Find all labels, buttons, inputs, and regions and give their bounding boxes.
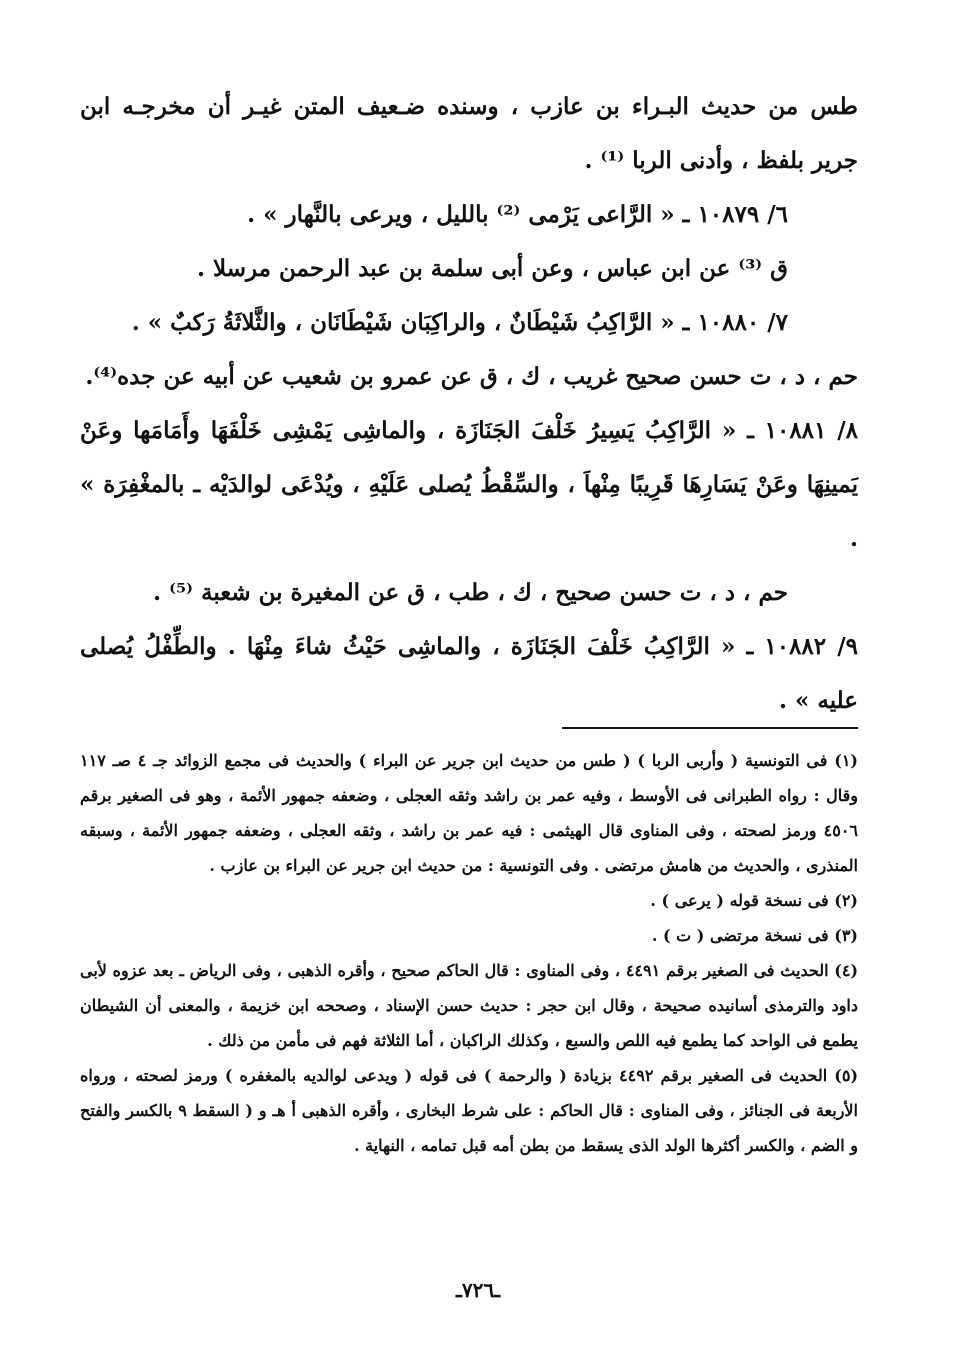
source-10879: ق ⁽³⁾ عن ابن عباس ، وعن أبى سلمة بن عبد الرحمن مرسلا . [196,255,788,282]
hadith-10882: ٩/ ١٠٨٨٢ ـ « الرَّاكِبُ خَلْفَ الجَنَازَة ، والماشِى حَيْثُ شاءَ مِنْهَا . والطِّفْلُ يُصلى عليه » . [80,633,858,714]
page-number: ـ٧٢٦ـ [456,1278,500,1302]
footnote-1: (١) فى التونسية ( وأربى الربا ) ( طس من حديث ابن جرير عن البراء ) والحديث فى مجمع الزوائد جـ ٤ صـ ١١٧ وقال : رواه الطبرانى فى الأوسط ، وفيه عمر بن راشد وثقه العجلى ، وضعفه جمهور الأئمة ، وهو فى الصغير برقم ٤٥٠٦ ورمز لصحته ، وفى المناوى قال الهيثمى : فيه عمر بن راشد ، وثقه العجلى ، وضعفه جمهور الأئمة ، وسبقه المنذرى ، والحديث من هامش مرتضى . وفى التونسية : من حديث ابن جرير عن البراء بن عازب . [80,751,859,875]
hadith-10879: ٦/ ١٠٨٧٩ ـ « الرَّاعى يَرْمى ⁽²⁾ بالليل ، ويرعى بالنَّهار » . [247,201,788,228]
hadith-10880: ٧/ ١٠٨٨٠ ـ « الرَّاكِبُ شَيْطَانٌ ، والراكِبَان شَيْطَانَان ، والثَّلاثَةُ رَكبٌ » . [131,309,788,336]
footnote-5: (٥) الحديث فى الصغير برقم ٤٤٩٢ بزيادة ( والرحمة ) فى قوله ( ويدعى لوالديه بالمغفره ) ورمز لصحته ، ورواه الأربعة فى الجنائز ، وفى المناوى : قال الحاكم : على شرط البخارى ، وأقره الذهبى أ هـ و ( السقط ٩ بالكسر والفتح و الضم ، والكسر أكثرها الولد الذى يسقط من بطن أمه قبل تمامه ، النهاية . [80,1066,859,1155]
paragraph-intro: طس من حديث البـراء بن عازب ، وسنده ضـعيف المتن غيـر أن مخرجـه ابن جرير بلفظ ، وأدنى الربا ⁽¹⁾ . [80,93,858,174]
footnote-2: (٢) فى نسخة قوله ( يرعى ) . [650,891,858,910]
source-10880: حم ، د ، ت حسن صحيح غريب ، ك ، ق عن عمرو بن شعيب عن أبيه عن جده⁽⁴⁾. [85,363,858,390]
footnote-3: (٣) فى نسخة مرتضى ( ت ) . [651,926,858,945]
footnote-separator [562,727,858,729]
footnote-4: (٤) الحديث فى الصغير برقم ٤٤٩١ ، وفى المناوى : قال الحاكم صحيح ، وأقره الذهبى ، وفى الرياض ـ بعد عزوه لأبى داود والترمذى أسانيده صحيحة ، وقال ابن حجر : حديث حسن الإسناد ، وصححه ابن خزيمة ، والمعنى أن الشيطان يطمع فى الواحد كما يطمع فيه اللص والسبع ، وكذلك الراكبان ، أما الثلاثة فهم فى مأمن من ذلك . [80,961,859,1050]
footnotes-block [80,743,858,1163]
hadith-10881: ٨/ ١٠٨٨١ ـ « الرَّاكِبُ يَسِيرُ خَلْفَ الجَنَازَة ، والماشِى يَمْشِى خَلْفَهَا وأَمَامَها وعَنْ يَمينِهَا وعَنْ يَسَارِهَا قَرِيبًا مِنْهاَ ، والسِّقْطُ يُصلى عَلَيْهِ ، ويُدْعَى لوالدَيْه ـ بالمغْفِرَة » . [80,417,858,552]
main-text-block [80,80,858,728]
source-10881: حم ، د ، ت حسن صحيح ، ك ، طب ، ق عن المغيرة بن شعبة ⁽⁵⁾ . [153,579,788,606]
